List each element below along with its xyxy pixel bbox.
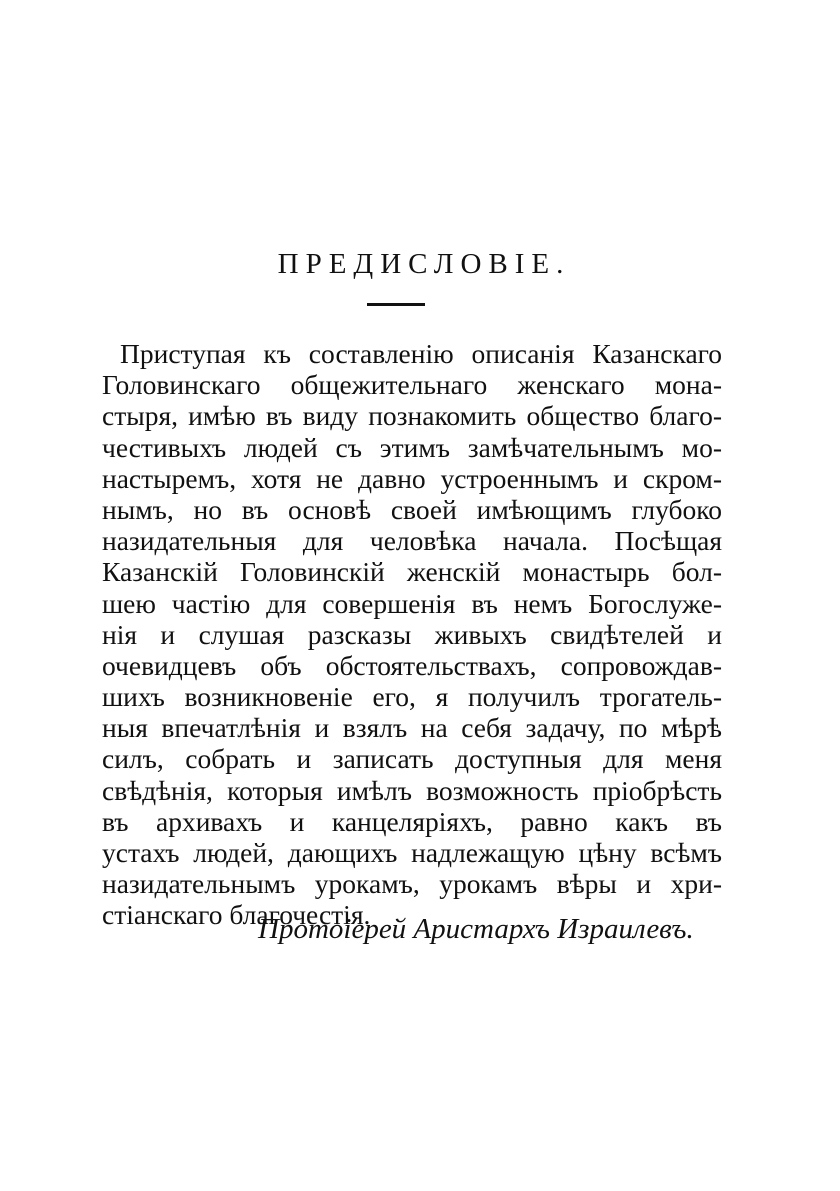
signature: Протоіерей Аристархъ Израилевъ. — [258, 913, 694, 945]
body-line: Приступая къ составленію описанія Казанскаго — [120, 338, 722, 369]
body-line: назидательнымъ урокамъ, урокамъ вѣры и хри- — [102, 868, 722, 900]
body-line: въ архивахъ и канцеляріяхъ, равно какъ въ — [102, 805, 722, 837]
body-line: Казанскій Головинскій женскій монастырь бол- — [102, 556, 722, 588]
body-line: устахъ людей, дающихъ надлежащую цѣну всѣмъ — [102, 837, 722, 868]
body-line: нія и слушая разсказы живыхъ свидѣтелей и — [102, 618, 722, 650]
body-line: стыря, имѣю въ виду познакомить общество благо- — [102, 400, 722, 432]
body-line: силъ, собрать и записать доступныя для меня — [102, 743, 722, 775]
body-line: стіанскаго благочестія. — [102, 899, 371, 931]
body-line: ныя впечатлѣнія и взялъ на себя задачу, по мѣрѣ — [102, 712, 722, 744]
body-line: нымъ, но въ основѣ своей имѣющимъ глубоко — [102, 493, 722, 525]
title-rule — [367, 303, 425, 306]
body-line: честивыхъ людей съ этимъ замѣчательнымъ мо- — [102, 431, 722, 463]
body-line: очевидцевъ объ обстоятельствахъ, сопровождав- — [102, 649, 722, 681]
body-line: свѣдѣнія, которыя имѣлъ возможность пріобрѣсть — [102, 774, 722, 806]
body-line: Головинскаго общежительнаго женскаго мона- — [102, 369, 722, 401]
preface-body — [102, 338, 722, 931]
page-title: ПРЕДИСЛОВІЕ. — [277, 248, 571, 280]
body-line: шихъ возникновеніе его, я получилъ трогатель- — [102, 681, 722, 713]
body-line: шею частію для совершенія въ немъ Богослуже- — [102, 587, 722, 619]
body-line: настыремъ, хотя не давно устроеннымъ и скром- — [102, 462, 722, 494]
body-line: назидательныя для человѣка начала. Посѣщая — [102, 525, 722, 557]
